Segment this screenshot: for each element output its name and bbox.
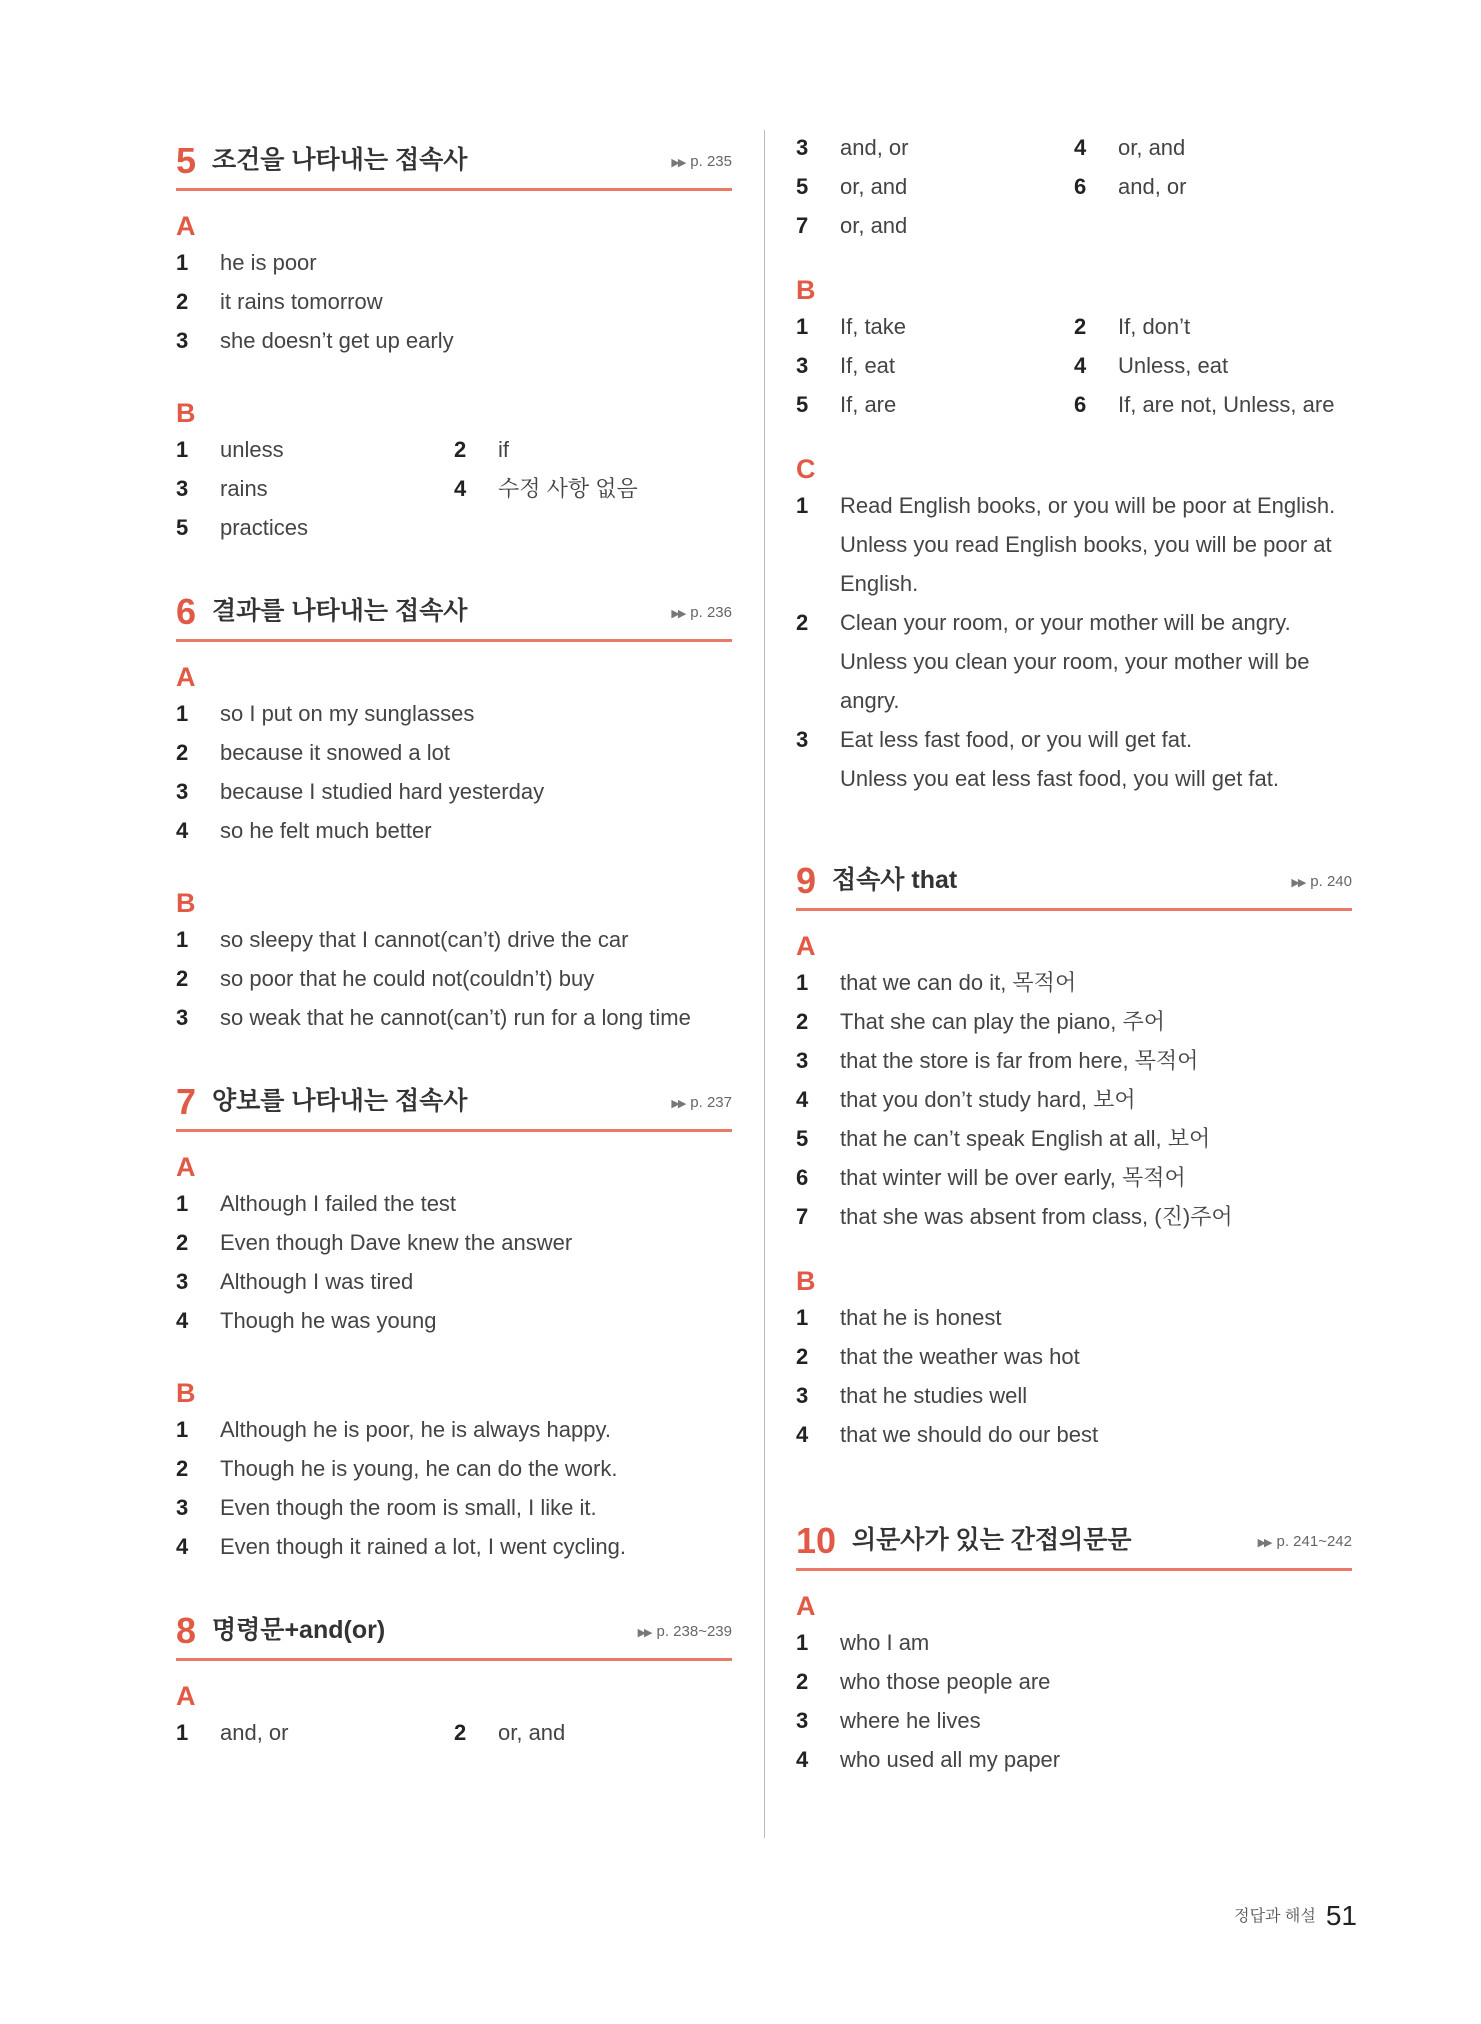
double-arrow-icon: ▶▶ bbox=[1257, 1537, 1271, 1549]
list-item: 4 that you don’t study hard, 보어 bbox=[796, 1087, 1136, 1112]
list-item: 6 that winter will be over early, 목적어 bbox=[796, 1165, 1186, 1190]
list-row: 7 or, and bbox=[796, 213, 908, 238]
list-item: 3 where he lives bbox=[796, 1708, 981, 1733]
list-item: 3 Although I was tired bbox=[176, 1269, 414, 1294]
section-title: 결과를 나타내는 접속사 bbox=[212, 597, 468, 625]
list-item: 4 Though he was young bbox=[176, 1308, 437, 1333]
section-9-header bbox=[796, 860, 1352, 911]
list-item: 4 that we should do our best bbox=[796, 1422, 1099, 1447]
list-item: 3 Eat less fast food, or you will get fat. Unless you eat less fast food, you will get fat. bbox=[796, 727, 1280, 791]
list-row: 1 unless 2 if bbox=[176, 437, 509, 462]
section-5-header bbox=[176, 140, 732, 191]
list-item: 3 so weak that he cannot(can’t) run for a long time bbox=[176, 1005, 691, 1030]
page-reference: ▶▶ p. 237 bbox=[671, 1094, 732, 1111]
part-letter: A bbox=[176, 211, 196, 241]
list-item: 5 that he can’t speak English at all, 보어 bbox=[796, 1126, 1211, 1151]
list-item: 3 she doesn’t get up early bbox=[176, 328, 454, 353]
list-item: 3 because I studied hard yesterday bbox=[176, 779, 545, 804]
double-arrow-icon: ▶▶ bbox=[637, 1627, 651, 1639]
list-item: 2 Clean your room, or your mother will be angry. Unless you clean your room, your mother will be angry. bbox=[796, 610, 1310, 713]
part-letter: B bbox=[176, 398, 196, 428]
list-item: 1 who I am bbox=[796, 1630, 930, 1655]
right-column bbox=[796, 128, 1352, 1779]
list-item: 2 Even though Dave knew the answer bbox=[176, 1230, 573, 1255]
left-column bbox=[176, 140, 732, 1752]
double-arrow-icon: ▶▶ bbox=[1291, 877, 1305, 889]
list-row: 1 and, or 2 or, and bbox=[176, 1720, 566, 1745]
part-letter: B bbox=[176, 1378, 196, 1408]
part-letter: B bbox=[796, 1266, 816, 1296]
list-item: 2 who those people are bbox=[796, 1669, 1051, 1694]
list-item: 1 Although I failed the test bbox=[176, 1191, 457, 1216]
list-item: 3 that he studies well bbox=[796, 1383, 1028, 1408]
section-number: 5 bbox=[176, 140, 197, 181]
page-reference: ▶▶ p. 235 bbox=[671, 153, 732, 170]
page-reference: ▶▶ p. 241~242 bbox=[1257, 1533, 1352, 1550]
list-item: 1 so I put on my sunglasses bbox=[176, 701, 475, 726]
list-row: 5 practices bbox=[176, 515, 309, 540]
list-item: 4 Even though it rained a lot, I went cycling. bbox=[176, 1534, 627, 1559]
list-item: 2 that the weather was hot bbox=[796, 1344, 1080, 1369]
section-10-header bbox=[796, 1520, 1352, 1571]
page-number: 51 bbox=[1325, 1900, 1357, 1931]
list-item: 3 that the store is far from here, 목적어 bbox=[796, 1048, 1199, 1073]
list-item: 2 because it snowed a lot bbox=[176, 740, 450, 765]
list-row: 3 rains 4 수정 사항 없음 bbox=[176, 476, 638, 501]
part-letter: A bbox=[796, 931, 816, 961]
double-arrow-icon: ▶▶ bbox=[671, 1098, 685, 1110]
section-8-header bbox=[176, 1610, 732, 1661]
list-item: 2 That she can play the piano, 주어 bbox=[796, 1009, 1166, 1034]
page-reference: ▶▶ p. 238~239 bbox=[637, 1623, 732, 1640]
section-7-header bbox=[176, 1081, 732, 1132]
list-item: 4 who used all my paper bbox=[796, 1747, 1061, 1772]
list-item: 2 so poor that he could not(couldn’t) buy bbox=[176, 966, 595, 991]
part-letter: C bbox=[796, 454, 816, 484]
page-reference: ▶▶ p. 240 bbox=[1291, 873, 1352, 890]
page-reference: ▶▶ p. 236 bbox=[671, 604, 732, 621]
list-item: 2 Though he is young, he can do the work. bbox=[176, 1456, 618, 1481]
list-item: 1 that he is honest bbox=[796, 1305, 1002, 1330]
list-item: 2 it rains tomorrow bbox=[176, 289, 383, 314]
part-letter: B bbox=[176, 888, 196, 918]
double-arrow-icon: ▶▶ bbox=[671, 608, 685, 620]
section-title: 조건을 나타내는 접속사 bbox=[212, 146, 468, 174]
list-item: 1 Read English books, or you will be poor at English. Unless you read English books, you will be poor at English. bbox=[796, 493, 1336, 596]
column-divider bbox=[764, 130, 765, 1838]
section-number: 7 bbox=[176, 1081, 197, 1122]
list-item: 1 so sleepy that I cannot(can’t) drive the car bbox=[176, 927, 629, 952]
part-letter: A bbox=[796, 1591, 816, 1621]
section-number: 9 bbox=[796, 860, 817, 901]
list-item: 3 Even though the room is small, I like it. bbox=[176, 1495, 597, 1520]
list-item: 1 that we can do it, 목적어 bbox=[796, 970, 1077, 995]
section-title: 의문사가 있는 간접의문문 bbox=[852, 1526, 1132, 1554]
list-row: 5 If, are 6 If, are not, Unless, are bbox=[796, 392, 1335, 417]
section-title: 명령문+and(or) bbox=[212, 1616, 386, 1644]
section-6-header bbox=[176, 591, 732, 642]
list-row: 3 If, eat 4 Unless, eat bbox=[796, 353, 1229, 378]
section-title: 접속사 that bbox=[832, 866, 958, 894]
list-item: 1 he is poor bbox=[176, 250, 317, 275]
double-arrow-icon: ▶▶ bbox=[671, 157, 685, 169]
list-item: 7 that she was absent from class, (진)주어 bbox=[796, 1204, 1233, 1229]
list-row: 5 or, and 6 and, or bbox=[796, 174, 1187, 199]
section-title: 양보를 나타내는 접속사 bbox=[212, 1087, 468, 1115]
footer-label: 정답과 해설 bbox=[1234, 1908, 1316, 1925]
list-item: 1 Although he is poor, he is always happy. bbox=[176, 1417, 611, 1442]
list-row: 1 If, take 2 If, don’t bbox=[796, 314, 1191, 339]
list-row: 3 and, or 4 or, and bbox=[796, 135, 1186, 160]
part-letter: A bbox=[176, 662, 196, 692]
part-letter: A bbox=[176, 1152, 196, 1182]
page-footer bbox=[1234, 1900, 1357, 1932]
section-number: 8 bbox=[176, 1610, 197, 1651]
section-number: 10 bbox=[796, 1520, 837, 1561]
section-number: 6 bbox=[176, 591, 197, 632]
part-letter: A bbox=[176, 1681, 196, 1711]
part-letter: B bbox=[796, 275, 816, 305]
list-item: 4 so he felt much better bbox=[176, 818, 432, 843]
